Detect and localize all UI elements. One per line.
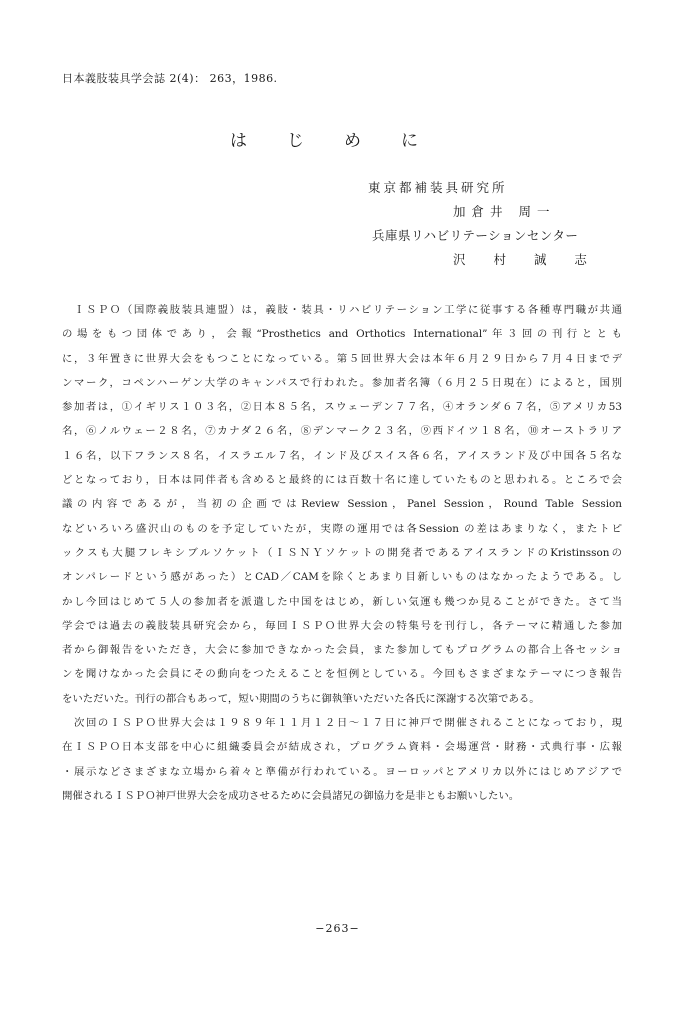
paragraph-line: かし今回はじめて５人の参加者を派遣した中国をはじめ，新しい気運も幾つか見ることができた。さて当 — [62, 595, 622, 608]
paragraph-line: 議の内容であるが，当初の企画ではReview Session，Panel Session，Round Table Session — [62, 498, 622, 511]
paragraph-line: １６名，以下フランス８名，イスラエル７名，インド及びスイス各６名，アイスランド及び中国各５名な — [62, 449, 622, 462]
paragraph-line: をいただいた。刊行の都合もあって，短い期間のうちに御執筆いただいた各氏に深謝する次第である。 — [62, 692, 540, 705]
paragraph-line: 開催されるＩＳＰＯ神戸世界大会を成功させるために会員諸兄の御協力を是非ともお願いしたい。 — [62, 789, 520, 802]
paragraph-line: オンパレードという感があった）とCAD／CAMを除くとあまり目新しいものはなかったようである。し — [62, 571, 622, 584]
affiliation-2: 兵庫県リハビリテーションセンター — [372, 228, 579, 243]
paragraph-line: 者から御報告をいただき，大会に参加できなかった会員，また参加してもプログラムの都合上各セッショ — [62, 644, 622, 657]
article-body — [62, 298, 622, 808]
paragraph-line: ンマーク，コペンハーゲン大学のキャンパスで行われた。参加者名簿（６月２５日現在）によると，国別 — [62, 376, 622, 389]
author-block — [368, 176, 608, 272]
affiliation-1: 東京都補装具研究所 — [368, 180, 508, 195]
article-title: はじめに — [230, 131, 458, 151]
paragraph-line: ックスも大腿フレキシブルソケット（ＩＳＮＹソケットの開発者であるアイスランドのKristinssonの — [62, 546, 622, 559]
paragraph-line: に，３年置きに世界大会をもつことになっている。第５回世界大会は本年６月２９日から７月４日までデ — [62, 352, 622, 365]
author-name-1: 加倉井 周一 — [453, 204, 556, 219]
paragraph-line: 学会では過去の義肢装具研究会から，毎回ＩＳＰＯ世界大会の特集号を刊行し，各テーマに精通した参加 — [62, 619, 622, 632]
paragraph-line: ・展示などさまざまな立場から着々と準備が行われている。ヨーロッパとアメリカ以外にはじめアジアで — [62, 765, 622, 778]
journal-citation: 日本義肢装具学会誌 2(4)： 263，1986. — [62, 72, 278, 85]
paragraph-line: 次回のＩＳＰＯ世界大会は１９８９年１１月１２日～１７日に神戸で開催されることになっており，現 — [74, 717, 622, 730]
paragraph-line: どとなっており，日本は同伴者も含めると最終的には百数十名に達していたものと思われる。ところで会 — [62, 474, 622, 487]
paragraph-line: の場をもつ団体であり，会報“Prosthetics and Orthotics International”年３回の刊行ととも — [62, 328, 622, 341]
paragraph-line: 名，⑥ノルウェー２８名，⑦カナダ２６名，⑧デンマーク２３名，⑨西ドイツ１８名，⑩オーストラリア — [62, 425, 622, 438]
page-number: −263− — [315, 922, 360, 935]
paragraph-line: などいろいろ盛沢山のものを予定していたが，実際の運用では各Session の差はあまりなく，またトピ — [62, 522, 622, 535]
paragraph-line: 参加者は，①イギリス１０３名，②日本８５名，スウェーデン７７名，④オランダ６７名，⑤アメリカ53 — [62, 401, 622, 414]
author-name-2: 沢 村 誠 志 — [453, 252, 599, 267]
paragraph-line: 在ＩＳＰＯ日本支部を中心に組織委員会が結成され，プログラム資料・会場運営・財務・式典行事・広報 — [62, 741, 622, 754]
paragraph-line: ＩＳＰＯ（国際義肢装具連盟）は，義肢・装具・リハビリテーション工学に従事する各種専門職が共通 — [74, 304, 622, 316]
paragraph-line: ンを聞けなかった会員にその動向をつたえることを恒例としている。今回もさまざまなテーマにつき報告 — [62, 668, 622, 681]
